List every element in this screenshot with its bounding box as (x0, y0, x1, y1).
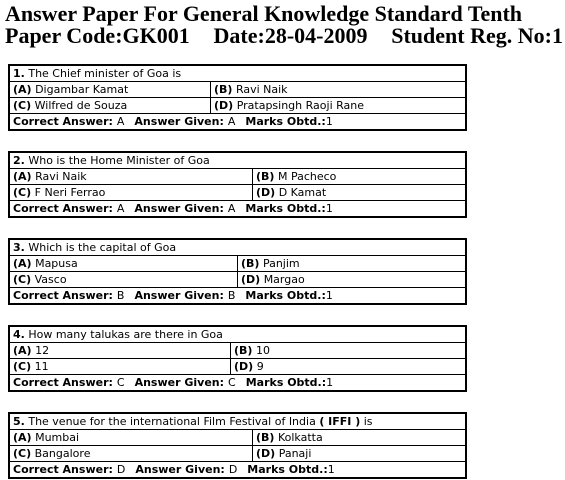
answer-row: Correct Answer: A Answer Given: A Marks Obtd.:1 (13, 202, 333, 215)
question-number: 5. (13, 415, 25, 428)
question-label: The venue for the international Film Festival of India (28, 415, 316, 428)
correct-answer: D (116, 463, 126, 476)
paper-code: Paper Code:GK001 (5, 23, 190, 48)
marks-obtained: 1 (327, 463, 335, 476)
option-c: (C) Wilfred de Souza (10, 98, 211, 113)
options-row (10, 343, 465, 359)
option-b: (B) Kolkatta (256, 431, 323, 444)
answer-row: Correct Answer: A Answer Given: A Marks Obtd.:1 (13, 115, 333, 128)
question-number: 4. (13, 328, 25, 341)
option-a: (A) Mapusa (10, 256, 238, 271)
question-label-tail: is (363, 415, 373, 428)
question-label: Who is the Home Minister of Goa (28, 154, 210, 167)
question-number: 2. (13, 154, 25, 167)
options-row (10, 446, 465, 462)
question-text (10, 414, 465, 430)
option-d: (D) D Kamat (256, 186, 327, 199)
question-text (10, 153, 465, 169)
answer-row: Correct Answer: B Answer Given: B Marks Obtd.:1 (13, 289, 333, 302)
option-a: (A) Mumbai (10, 430, 253, 445)
answer-row: Correct Answer: D Answer Given: D Marks Obtd.:1 (13, 463, 335, 476)
options-row (10, 98, 465, 114)
question-block-3 (8, 238, 467, 305)
option-c: (C) Bangalore (10, 446, 253, 461)
question-block-4 (8, 325, 467, 392)
option-d: (D) Panaji (256, 447, 312, 460)
option-d: (D) Margao (241, 273, 305, 286)
marks-obtained: 1 (325, 202, 333, 215)
correct-answer: B (116, 289, 125, 302)
options-row (10, 359, 465, 375)
question-number: 1. (13, 67, 25, 80)
question-block-2 (8, 151, 467, 218)
question-number: 3. (13, 241, 25, 254)
question-block-5 (8, 412, 467, 479)
answer-given: D (228, 463, 238, 476)
question-text (10, 327, 465, 343)
question-label: Which is the capital of Goa (28, 241, 177, 254)
option-c: (C) F Neri Ferrao (10, 185, 253, 200)
student-reg-no: Student Reg. No:1 (391, 23, 563, 48)
options-row (10, 272, 465, 288)
options-row (10, 430, 465, 446)
question-text (10, 66, 465, 82)
option-b: (B) M Pacheco (256, 170, 337, 183)
exam-date: Date:28-04-2009 (213, 23, 368, 48)
answer-given: C (228, 376, 236, 389)
option-a: (A) Digambar Kamat (10, 82, 211, 97)
option-d: (D) 9 (234, 360, 264, 373)
correct-answer: A (116, 202, 125, 215)
marks-obtained: 1 (325, 289, 333, 302)
options-row (10, 185, 465, 201)
option-a: (A) Ravi Naik (10, 169, 253, 184)
marks-obtained: 1 (326, 376, 334, 389)
page-title: Answer Paper For General Knowledge Standard Tenth (5, 1, 523, 26)
option-c: (C) Vasco (10, 272, 238, 287)
question-block-1 (8, 64, 467, 131)
question-text (10, 240, 465, 256)
option-c: (C) 11 (10, 359, 231, 374)
options-row (10, 82, 465, 98)
correct-answer: A (116, 115, 125, 128)
option-b: (B) Panjim (241, 257, 300, 270)
option-a: (A) 12 (10, 343, 231, 358)
question-label: How many talukas are there in Goa (28, 328, 223, 341)
option-b: (B) 10 (234, 344, 270, 357)
answer-given: B (227, 289, 236, 302)
correct-answer: C (116, 376, 125, 389)
marks-obtained: 1 (325, 115, 333, 128)
answer-row: Correct Answer: C Answer Given: C Marks Obtd.:1 (13, 376, 334, 389)
option-d: (D) Pratapsingh Raoji Rane (214, 99, 364, 112)
question-label: The Chief minister of Goa is (28, 67, 182, 80)
answer-given: A (227, 115, 236, 128)
answer-given: A (227, 202, 236, 215)
options-row (10, 169, 465, 185)
options-row (10, 256, 465, 272)
option-b: (B) Ravi Naik (214, 83, 288, 96)
question-label-bold: ( IFFI ) (319, 415, 361, 428)
paper-info-line (5, 25, 563, 47)
